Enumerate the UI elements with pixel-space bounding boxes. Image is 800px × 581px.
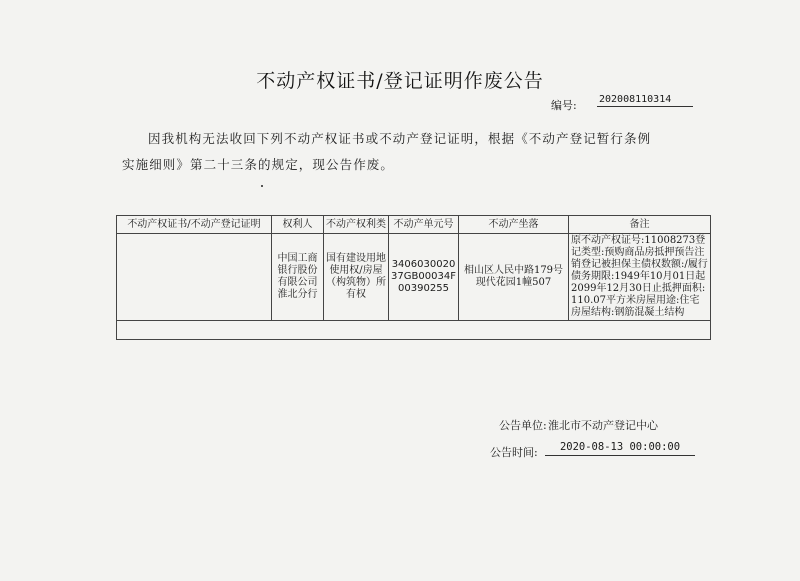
- page-title: 不动产权证书/登记证明作废公告: [256, 70, 544, 92]
- publish-time-value: 2020-08-13 00:00:00: [545, 441, 695, 456]
- cell-unit-no: 340603002037GB00034F00390255: [389, 234, 459, 321]
- table-row: [117, 234, 711, 321]
- certificate-table: [116, 215, 711, 340]
- cell-certificate: [117, 234, 272, 321]
- doc-number-label: 编号:: [551, 99, 577, 112]
- body-line-2: 实施细则》第二十三条的规定，现公告作废。: [122, 157, 395, 172]
- table-empty-row: [117, 321, 711, 340]
- doc-number-value: 202008110314: [597, 94, 693, 107]
- publisher-label: 公告单位:: [499, 419, 547, 432]
- empty-cell: [117, 321, 711, 340]
- header-location: 不动产坐落: [459, 216, 569, 234]
- header-right-type: 不动产权利类: [324, 216, 389, 234]
- cell-remark: 原不动产权证号:11008273登记类型:预购商品房抵押预告注销登记被担保主债权数额:/履行债务期限:1949年10月01日起2099年12月30日止抵押面积: 110.07平方米房屋用途:住宅房屋结构:钢筋混凝土结构: [569, 234, 711, 321]
- cell-location: 相山区人民中路179号现代花园1幢507: [459, 234, 569, 321]
- body-line-1: 因我机构无法收回下列不动产权证书或不动产登记证明，根据《不动产登记暂行条例: [148, 131, 652, 146]
- header-owner: 权利人: [272, 216, 324, 234]
- announcement-body: [122, 126, 722, 178]
- stray-mark: [261, 185, 263, 187]
- header-remark: 备注: [569, 216, 711, 234]
- cell-owner: 中国工商银行股份有限公司淮北分行: [272, 234, 324, 321]
- table-header-row: [117, 216, 711, 234]
- header-unit-no: 不动产单元号: [389, 216, 459, 234]
- publisher-value: 淮北市不动产登记中心: [548, 419, 658, 432]
- cell-right-type: 国有建设用地使用权/房屋（构筑物）所有权: [324, 234, 389, 321]
- publish-time-label: 公告时间:: [490, 446, 538, 459]
- header-certificate: 不动产权证书/不动产登记证明: [117, 216, 272, 234]
